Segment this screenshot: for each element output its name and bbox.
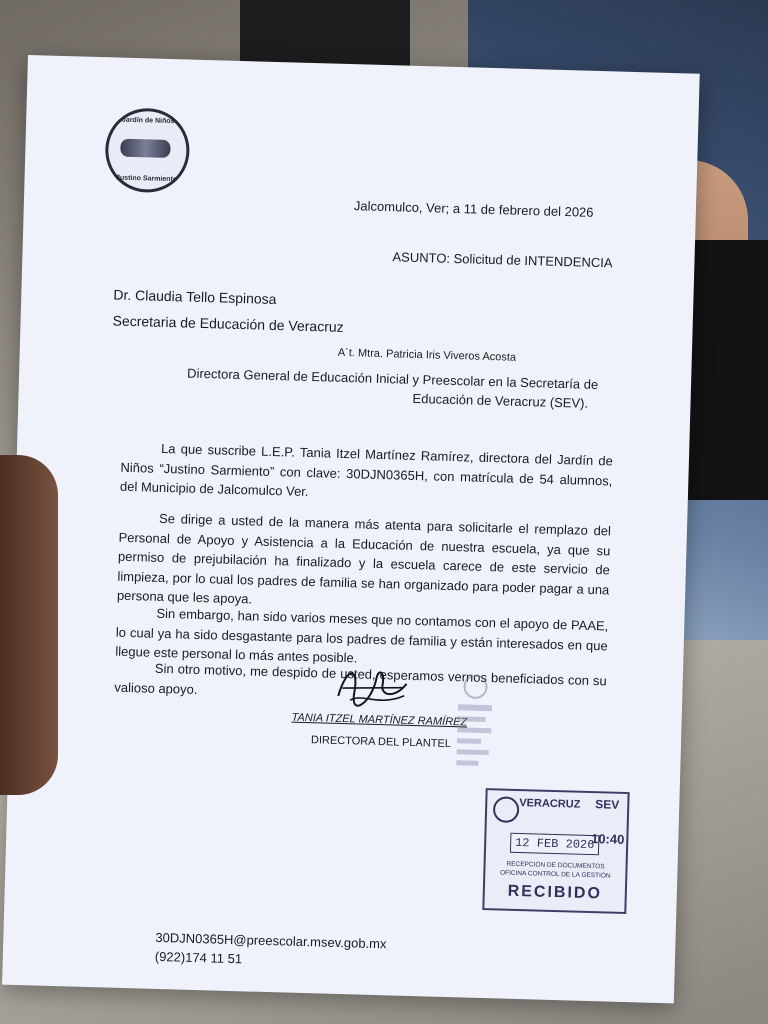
signature xyxy=(332,662,413,712)
subject-line: ASUNTO: Solicitud de INTENDENCIA xyxy=(392,249,613,271)
stamp-received-label: RECIBIDO xyxy=(507,882,603,903)
paragraph-closing: Sin otro motivo, me despido de usted, esperamos vernos beneficiados con su valioso apoyo. xyxy=(114,660,607,697)
stamp-sev: SEV xyxy=(595,797,620,812)
seal-emblem xyxy=(120,139,170,158)
signer-title: DIRECTORA DEL PLANTEL xyxy=(310,734,452,751)
seal-top-text: Jardín de Niños xyxy=(121,116,175,126)
stamp-line-2: OFICINA CONTROL DE LA GESTIÓN xyxy=(499,869,611,880)
school-email: 30DJN0365H@preescolar.msev.gob.mx xyxy=(155,929,387,952)
background-shirt xyxy=(688,240,768,500)
holding-thumb xyxy=(0,455,58,795)
paragraph-context: Sin embargo, han sido varios meses que no contamos con el apoyo de PAAE, lo cual ya ha sido desgastante para los padres de familia y están interesados en que llegue este personal lo más antes posible. xyxy=(115,605,609,666)
attention-line: A´t. Mtra. Patricia Iris Viveros Acosta xyxy=(337,346,517,364)
place-date: Jalcomulco, Ver; a 11 de febrero del 2026 xyxy=(353,198,594,220)
school-phone: (922)174 11 51 xyxy=(154,948,243,967)
attention-title-2: Educación de Veracruz (SEV). xyxy=(412,390,589,411)
signer-name: TANIA ITZEL MARTÍNEZ RAMÍREZ xyxy=(291,711,468,729)
stamp-org: VERACRUZ xyxy=(519,797,581,811)
faint-official-stamp xyxy=(448,672,501,793)
stamp-date: 12 FEB 2026 xyxy=(510,833,600,855)
state-emblem-icon xyxy=(493,796,520,823)
letter-paper xyxy=(2,55,700,1003)
paragraph-intro: La que suscribe L.E.P. Tania Itzel Martínez Ramírez, directora del Jardín de Niños “Justino Sarmiento” con clave: 30DJN0365H, con matrícula de 54 alumnos, del Municipio de Jalcomulco Ver. xyxy=(119,440,614,500)
received-stamp xyxy=(482,788,629,914)
school-seal xyxy=(104,107,190,193)
stamp-line-1: RECEPCIÓN DE DOCUMENTOS xyxy=(506,860,605,871)
seal-bottom-text: Justino Sarmiento xyxy=(115,174,178,184)
stamp-time: 10:40 xyxy=(590,831,625,847)
paragraph-request: Se dirige a usted de la manera más atenta para solicitarle el remplazo del Personal de Apoyo y Asistencia a la Educación de nuestra escuela, ya que su permiso de prejubilación ha finalizado y la escuela carece de este servicio de limpieza, por lo cual los padres de familia se han organizado para poder pagar a una persona que les apoya. xyxy=(116,510,612,607)
attention-title-1: Directora General de Educación Inicial y Preescolar en la Secretaría de xyxy=(186,365,599,393)
recipient-title: Secretaria de Educación de Veracruz xyxy=(112,312,344,335)
recipient-name: Dr. Claudia Tello Espinosa xyxy=(113,286,277,308)
